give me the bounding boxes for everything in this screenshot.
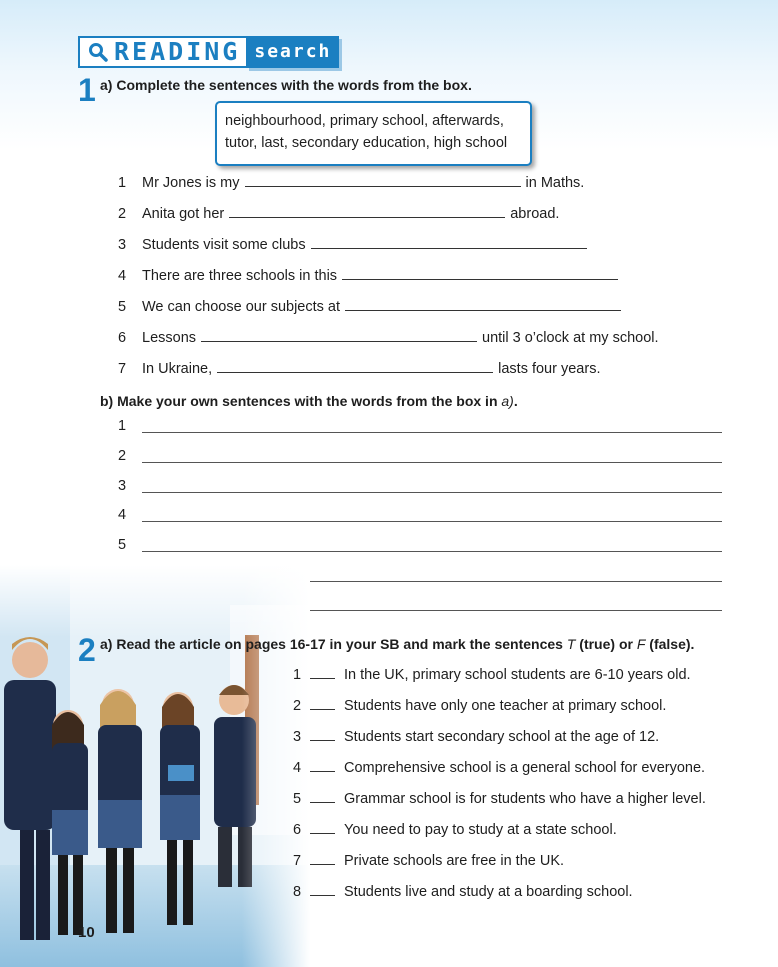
tf-answer-blank[interactable] (310, 852, 335, 865)
item-number: 3 (118, 237, 127, 253)
writing-line[interactable] (142, 551, 722, 552)
false-label: (false). (645, 636, 695, 652)
header-reading-box (78, 36, 246, 68)
tf-answer-blank[interactable] (310, 759, 335, 772)
instruction-text: b) Make your own sentences with the words from the box in (100, 393, 502, 409)
writing-line-number: 5 (118, 537, 127, 553)
item-text: Lessons (142, 330, 197, 346)
tf-answer-blank[interactable] (310, 666, 335, 679)
exercise-1a-instruction: a) Complete the sentences with the words from the box. (100, 77, 472, 93)
exercise-1a-item (118, 298, 626, 316)
item-text: We can choose our subjects at (142, 299, 341, 315)
item-number: 6 (118, 330, 127, 346)
answer-blank[interactable] (217, 360, 493, 373)
item-number: 4 (118, 268, 127, 284)
instruction-italic: a) (501, 393, 514, 409)
true-false-item (293, 790, 706, 808)
tf-answer-blank[interactable] (310, 883, 335, 896)
word-box (215, 101, 532, 166)
item-number: 2 (293, 698, 302, 714)
students-corridor-photo (0, 565, 310, 967)
word-box-line-2: tutor, last, secondary education, high school (225, 135, 508, 151)
item-text-after: until 3 o’clock at my school. (482, 330, 659, 346)
item-number: 4 (293, 760, 302, 776)
item-text-after: in Maths. (525, 175, 585, 191)
exercise-1a-item (118, 236, 592, 254)
item-text: Mr Jones is my (142, 175, 240, 191)
tf-answer-blank[interactable] (310, 697, 335, 710)
exercise-1b-instruction (100, 392, 518, 410)
true-false-item (293, 728, 659, 746)
writing-line[interactable] (142, 521, 722, 522)
answer-blank[interactable] (229, 205, 505, 218)
item-text: There are three schools in this (142, 268, 338, 284)
exercise-1a-item (118, 174, 584, 192)
tf-answer-blank[interactable] (310, 790, 335, 803)
magnifier-icon (88, 42, 108, 62)
true-false-item (293, 759, 705, 777)
item-text: Students visit some clubs (142, 237, 306, 253)
item-number: 5 (293, 791, 302, 807)
item-number: 8 (293, 884, 302, 900)
item-text: In Ukraine, (142, 361, 213, 377)
true-false-item (293, 697, 666, 715)
writing-line-number: 3 (118, 478, 127, 494)
item-number: 3 (293, 729, 302, 745)
exercise-2-number: 2 (78, 632, 96, 668)
true-false-item (293, 821, 617, 839)
exercise-1a-item (118, 329, 659, 347)
answer-blank[interactable] (201, 329, 477, 342)
item-text: Private schools are free in the UK. (344, 853, 565, 869)
item-text: Comprehensive school is a general school for everyone. (344, 760, 706, 776)
exercise-2a-instruction (100, 635, 694, 653)
word-box-line-1: neighbourhood, primary school, afterwards, (225, 113, 504, 129)
true-label: (true) or (575, 636, 637, 652)
true-false-item (293, 883, 633, 901)
page-number: 10 (78, 924, 95, 941)
item-text: Students start secondary school at the age of 12. (344, 729, 660, 745)
item-text-after: abroad. (510, 206, 560, 222)
writing-line-number: 2 (118, 448, 127, 464)
exercise-1a-item (118, 267, 623, 285)
exercise-1a-item (118, 360, 600, 378)
answer-blank[interactable] (311, 236, 587, 249)
writing-line-number: 4 (118, 507, 127, 523)
item-text: You need to pay to study at a state school. (344, 822, 617, 838)
item-number: 5 (118, 299, 127, 315)
item-text: Grammar school is for students who have a higher level. (344, 791, 706, 807)
item-text: Anita got her (142, 206, 225, 222)
instruction-text: a) Read the article on pages 16-17 in your SB and mark the sentences (100, 636, 567, 652)
item-number: 2 (118, 206, 127, 222)
item-text: Students live and study at a boarding school. (344, 884, 633, 900)
item-text-after: lasts four years. (498, 361, 601, 377)
answer-blank[interactable] (345, 298, 621, 311)
item-number: 1 (118, 175, 127, 191)
true-false-item (293, 852, 564, 870)
exercise-1a-item (118, 205, 559, 223)
header-reading-label: READING (114, 37, 241, 66)
instruction-end: . (513, 393, 518, 409)
writing-line[interactable] (142, 462, 722, 463)
answer-blank[interactable] (342, 267, 618, 280)
tf-answer-blank[interactable] (310, 821, 335, 834)
true-false-item (293, 666, 691, 684)
writing-line-number: 1 (118, 418, 127, 434)
writing-line[interactable] (142, 432, 722, 433)
true-letter: T (566, 636, 576, 652)
header-search-label: search (246, 36, 339, 68)
item-number: 7 (293, 853, 302, 869)
false-letter: F (636, 636, 646, 652)
item-text: Students have only one teacher at primary school. (344, 698, 667, 714)
section-header (78, 36, 339, 68)
tf-answer-blank[interactable] (310, 728, 335, 741)
item-number: 6 (293, 822, 302, 838)
item-number: 1 (293, 667, 302, 683)
item-text: In the UK, primary school students are 6-10 years old. (344, 667, 691, 683)
answer-blank[interactable] (245, 174, 521, 187)
item-number: 7 (118, 361, 127, 377)
exercise-1-number: 1 (78, 72, 96, 108)
writing-line[interactable] (142, 492, 722, 493)
